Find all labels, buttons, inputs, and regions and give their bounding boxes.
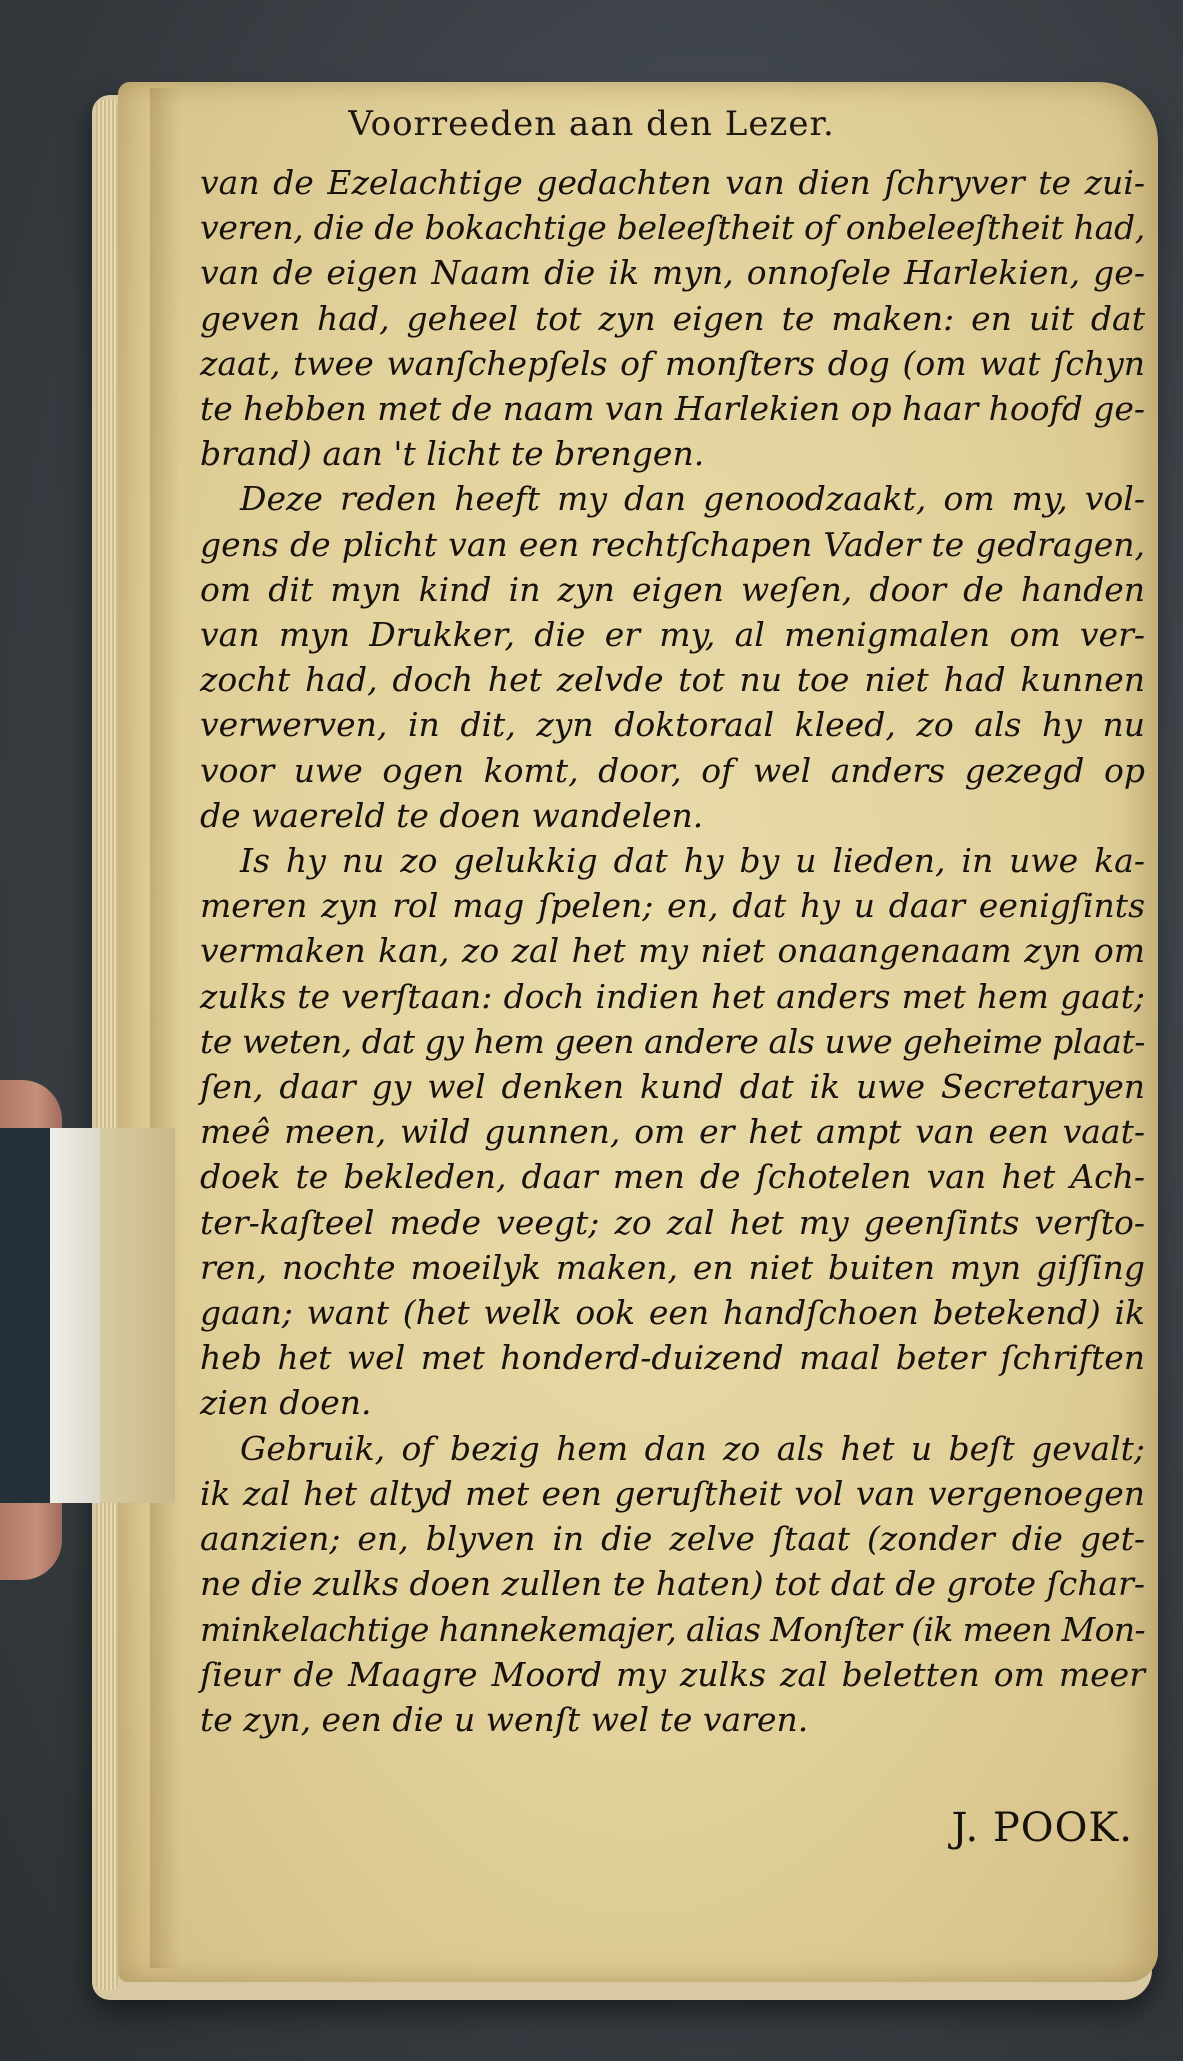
text-line: zaat, twee wanſchepſels of monſters dog (om wat ſchyn — [200, 343, 1145, 383]
text-line: ter-kaſteel mede veegt; zo zal het my geenſints verſto- — [200, 1202, 1145, 1242]
text-line: ſieur de Maagre Moord my zulks zal beletten om meer — [200, 1654, 1145, 1694]
text-line: gens de plicht van een rechtſchapen Vader te gedragen, — [200, 524, 1145, 564]
text-line: zulks te verſtaan: doch indien het anders met hem gaat; — [200, 976, 1145, 1016]
text-line: om dit myn kind in zyn eigen weſen, door de handen — [200, 569, 1145, 609]
text-line: vermaken kan, zo zal het my niet onaangenaam zyn om — [200, 931, 1145, 971]
text-line: zocht had, doch het zelvde tot nu toe niet had kunnen — [200, 660, 1145, 700]
running-head: Voorreeden aan den Lezer. — [348, 104, 835, 144]
text-line: zien doen. — [200, 1383, 372, 1423]
text-line: minkelachtige hannekemajer, alias Monſter (ik meen Mon- — [200, 1609, 1145, 1649]
page-edges — [96, 100, 118, 1990]
text-line: doek te bekleden, daar men de ſchotelen van het Ach- — [200, 1157, 1145, 1197]
text-line: geven had, geheel tot zyn eigen te maken: en uit dat — [200, 298, 1145, 338]
inset-paper-white — [50, 1128, 100, 1503]
text-line: aanzien; en, blyven in die zelve ſtaat (zonder die get- — [200, 1519, 1145, 1559]
text-line: te hebben met de naam van Harlekien op haar hoofd ge- — [200, 389, 1145, 429]
text-line: Is hy nu zo gelukkig dat hy by u lieden, in uwe ka- — [240, 841, 1145, 881]
text-line: ſen, daar gy wel denken kund dat ik uwe Secretaryen — [200, 1067, 1145, 1107]
text-line: heb het wel met honderd-duizend maal beter ſchriften — [200, 1338, 1145, 1378]
gutter-shadow — [150, 88, 180, 1968]
signature: J. POOK. — [951, 1805, 1133, 1851]
text-line: van de eigen Naam die ik myn, onnoſele Harlekien, ge- — [200, 253, 1145, 293]
text-line: te zyn, een die u wenſt wel te varen. — [200, 1699, 809, 1739]
text-line: de waereld te doen wandelen. — [200, 795, 704, 835]
text-line: Deze reden heeft my dan genoodzaakt, om my, vol- — [240, 479, 1145, 519]
page-edge-inset — [0, 1128, 176, 1503]
text-line: meê meen, wild gunnen, om er het ampt van een vaat- — [200, 1112, 1145, 1152]
text-line: verwerven, in dit, zyn doktoraal kleed, zo als hy nu — [200, 705, 1145, 745]
text-line: meren zyn rol mag ſpelen; en, dat hy u daar eenigſints — [200, 886, 1145, 926]
text-line: van de Ezelachtige gedachten van dien ſchryver te zui- — [200, 163, 1145, 202]
text-line: voor uwe ogen komt, door, of wel anders gezegd op — [200, 750, 1145, 790]
text-line: ne die zulks doen zullen te haten) tot dat de grote ſchar- — [200, 1564, 1146, 1604]
inset-paper-aged — [100, 1128, 175, 1503]
text-line: van myn Drukker, die er my, al menigmalen om ver- — [200, 615, 1145, 655]
text-line: ik zal het altyd met een geruſtheit vol van vergenoegen — [200, 1473, 1145, 1513]
text-line: veren, die de bokachtige beleeſtheit of onbeleeſtheit had, — [200, 208, 1145, 248]
text-line: te weten, dat gy hem geen andere als uwe geheime plaat- — [200, 1021, 1145, 1061]
body-text — [200, 160, 1145, 1742]
text-line: gaan; want (het welk ook een handſchoen betekend) ik — [200, 1293, 1145, 1333]
text-line: Gebruik, of bezig hem dan zo als het u beſt gevalt; — [240, 1428, 1145, 1468]
text-line: brand) aan 't licht te brengen. — [200, 434, 705, 474]
text-line: ren, nochte moeilyk maken, en niet buiten myn giſſing — [200, 1247, 1145, 1287]
